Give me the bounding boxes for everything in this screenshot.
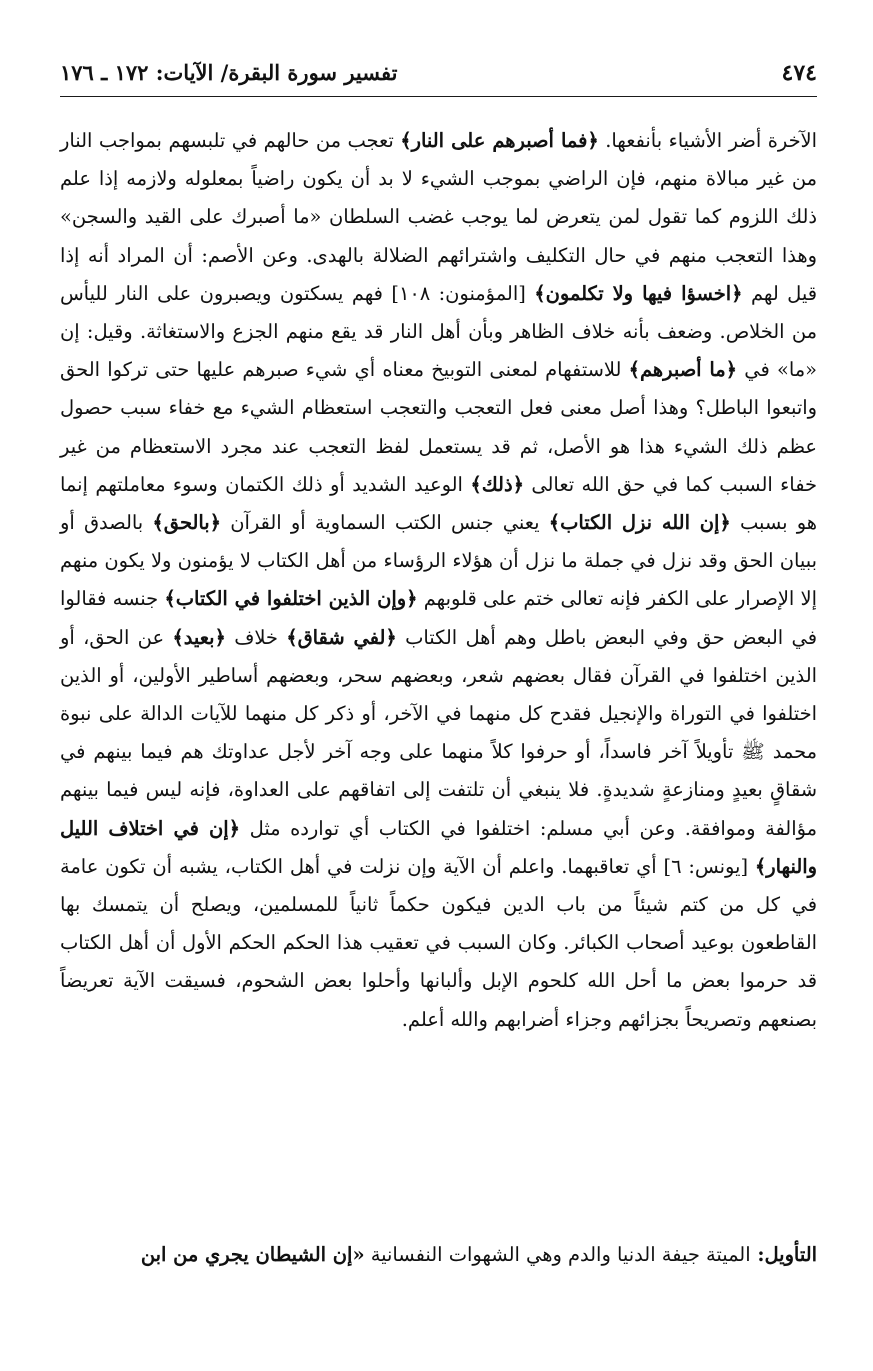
body-text: يعني جنس الكتب السماوية أو القرآن <box>221 511 549 535</box>
quran-quote: ﴿بالحق﴾ <box>152 511 222 535</box>
quran-quote: ﴿إن في اختلاف الليل والنهار﴾ <box>60 816 817 878</box>
quran-quote: ﴿فما أصبرهم على النار﴾ <box>400 129 599 152</box>
tawil-text: الميتة جيفة الدنيا والدم وهي الشهوات النفسانية <box>364 1243 751 1266</box>
hadith-quote: «إن الشيطان يجري من ابن <box>140 1243 365 1266</box>
body-text: بالصدق أو ببيان الحق وقد نزل في جملة ما نزل أن هؤلاء الرؤساء من أهل الكتاب لا يؤمنون ولا يكون منهم إلا الإصرار على الكفر فإنه تعالى ختم على قلوبهم <box>60 511 817 611</box>
page-header <box>60 56 817 97</box>
quran-quote: ﴿بعيد﴾ <box>172 625 226 649</box>
body-text: الوعيد الشديد أو ذلك الكتمان وسوء معاملتهم إنما هو بسبب <box>60 472 817 535</box>
quran-quote: ﴿وإن الذين اختلفوا في الكتاب﴾ <box>164 587 418 611</box>
body-text: [يونس: ٦] أي تعاقبهما. واعلم أن الآية وإن نزلت في أهل الكتاب، يشبه أن تكون عامة في كل من كتم شيئاً من باب الدين فيكون حكماً ثانياً للمسلمين، ويصلح أن يتمسك بها القاطعون بوعيد أصحاب الكبائر. وكان السبب في تعقيب هذا الحكم الحكم الأول أن أهل الكتاب قد حرموا بعض ما أحل الله كلحوم الإبل وألبانها وأحلوا بعض الشحوم، فسيقت الآية تعريضاً بصنعهم وتصريحاً بجزائهم وجزاء أضرابهم والله أعلم. <box>60 854 817 1031</box>
quran-quote: ﴿لفي شقاق﴾ <box>286 625 397 649</box>
body-text: [المؤمنون: ١٠٨] فهم يسكتون ويصبرون على النار لليأس من الخلاص. وضعف بأنه خلاف الظاهر وبأن أهل النار قد يقع منهم الجزع والاستغاثة. وقيل: إن «ما» في <box>60 281 817 382</box>
commentary-paragraph <box>60 122 817 1039</box>
quran-quote: ﴿ما أصبرهم﴾ <box>628 358 738 382</box>
quran-quote: ﴿ذلك﴾ <box>470 472 524 496</box>
tawil-section <box>60 1236 817 1274</box>
body-text: للاستفهام لمعنى التوبيخ معناه أي شيء صبرهم عليها حتى تركوا الحق واتبعوا الباطل؟ وهذا أصل معنى فعل التعجب والتعجب استعظام الشيء مع خفاء سبب حصول عظم ذلك الشيء هذا هو الأصل، ثم قد يستعمل لفظ التعجب عند مجرد الاستعظام من غير خفاء السبب كما في حق الله تعالى <box>60 358 818 496</box>
body-text: جنسه فقالوا في البعض حق وفي البعض باطل وهم أهل الكتاب <box>60 587 817 649</box>
body-text: الآخرة أضر الأشياء بأنفعها. <box>598 129 817 152</box>
running-title: تفسير سورة البقرة/ الآيات: ١٧٢ ـ ١٧٦ <box>60 60 398 85</box>
body-text: عن الحق، أو الذين اختلفوا في القرآن فقال بعضهم شعر، وبعضهم سحر، وبعضهم أساطير الأولين، أو الذين اختلفوا في التوراة والإنجيل فقدح كل منهما في الآخر، أو ذكر كل منهما للآيات الدالة على نبوة محمد ﷺ تأويلاً آخر فاسداً، أو حرفوا كلاً منهما على وجه آخر لأجل عداوتك هم فيما بينهم في شقاقٍ بعيدٍ ومنازعةٍ شديدةٍ. فلا ينبغي أن تلتفت إلى اتفاقهم على العداوة، فإنه ليس فيما بينهم مؤالفة وموافقة. وعن أبي مسلم: اختلفوا في الكتاب أي توارده مثل <box>60 625 818 840</box>
quran-quote: ﴿اخسؤا فيها ولا تكلمون﴾ <box>534 281 743 305</box>
tawil-label: التأويل: <box>750 1243 817 1266</box>
page-number: ٤٧٤ <box>781 60 817 86</box>
quran-quote: ﴿إن الله نزل الكتاب﴾ <box>548 511 731 535</box>
body-text: خلاف <box>225 625 287 649</box>
body-text: تعجب من حالهم في تلبسهم بمواجب النار من غير مبالاة منهم، فإن الراضي بموجب الشيء لا بد أن يكون راضياً بمعلوله ولازمه إذا علم ذلك اللزوم كما تقول لمن يتعرض لما يوجب غضب السلطان «ما أصبرك على القيد والسجن» وهذا التعجب منهم في حال التكليف واشترائهم الضلالة بالهدى. وعن الأصم: أن المراد أنه إذا قيل لهم <box>60 129 817 305</box>
